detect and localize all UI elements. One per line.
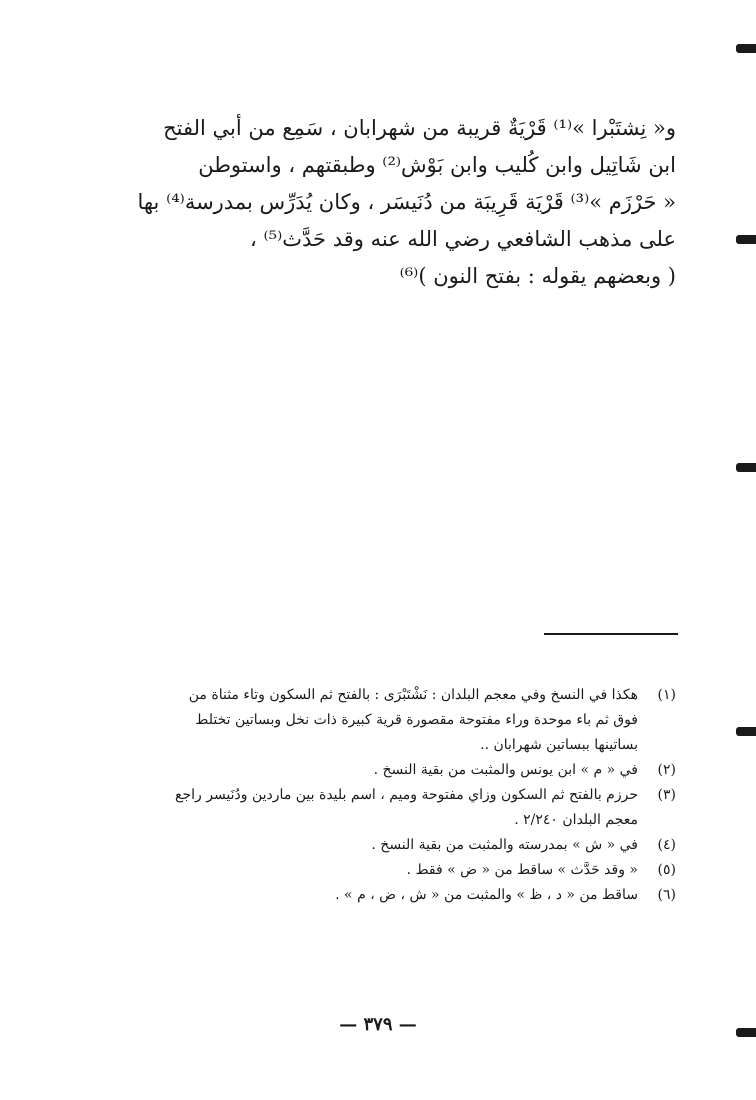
main-text-line: ( وبعضهم يقوله : بفتح النون )⁽⁶⁾ xyxy=(399,264,676,288)
footnote-3 xyxy=(76,783,676,833)
footnote-number: (٥) xyxy=(657,862,676,878)
footnote-text-line: في « م » ابن يونس والمثبت من بقية النسخ . xyxy=(373,762,638,778)
footnote-number: (٣) xyxy=(657,787,676,803)
footnote-text-line: بساتينها ببساتين شهرابان .. xyxy=(480,737,638,753)
footnote-text-line: في « ش » بمدرسته والمثبت من بقية النسخ . xyxy=(371,837,638,853)
main-text-line: « حَرْزَم »⁽³⁾ قَرْيَة قَرِيبَة من دُنَيسَر ، وكان يُدَرِّس بمدرسة⁽⁴⁾ بها xyxy=(137,190,676,214)
footnote-text-line: حرزم بالفتح ثم السكون وزاي مفتوحة وميم ، اسم بليدة بين ماردين ودُنَيسر راجع xyxy=(175,787,638,803)
footnote-2 xyxy=(76,758,676,783)
main-text-line: و« نِشتَبْرا »⁽¹⁾ قَرْيَةٌ قريبة من شهرابان ، سَمِع من أبي الفتح xyxy=(163,116,676,140)
footnote-6 xyxy=(76,883,676,908)
binding-mark xyxy=(736,463,756,472)
footnote-number: (٤) xyxy=(657,837,676,853)
main-text-line: على مذهب الشافعي رضي الله عنه وقد حَدَّث⁽⁵⁾ ، xyxy=(250,227,676,251)
footnote-text-line: « وقد حَدَّث » ساقط من « ض » فقط . xyxy=(406,862,638,878)
footnote-number: (٦) xyxy=(657,887,676,903)
footnote-separator xyxy=(544,633,678,635)
binding-mark xyxy=(736,235,756,244)
footnote-5 xyxy=(76,858,676,883)
footnote-number: (١) xyxy=(657,687,676,703)
page-number: — ٣٧٩ — xyxy=(339,1014,417,1035)
footnote-number: (٢) xyxy=(657,762,676,778)
footnotes-block xyxy=(76,683,676,908)
footnote-text-line: معجم البلدان ٢/٢٤٠ . xyxy=(514,812,638,828)
binding-mark xyxy=(736,44,756,53)
main-text-block xyxy=(116,110,676,295)
footnote-1 xyxy=(76,683,676,758)
footnote-text-line: ساقط من « د ، ظ » والمثبت من « ش ، ض ، م » . xyxy=(335,887,638,903)
binding-mark xyxy=(736,727,756,736)
footnote-text-line: هكذا في النسخ وفي معجم البلدان : نَشْتَبْرَى : بالفتح ثم السكون وتاء مثناة من xyxy=(188,687,638,703)
footnote-4 xyxy=(76,833,676,858)
main-text-line: ابن شَاتِيل وابن كُليب وابن بَوْش⁽²⁾ وطبقتهم ، واستوطن xyxy=(198,153,676,177)
footnote-text-line: فوق ثم باء موحدة وراء مفتوحة مقصورة قرية كبيرة ذات نخل وبساتين تختلط xyxy=(195,712,638,728)
